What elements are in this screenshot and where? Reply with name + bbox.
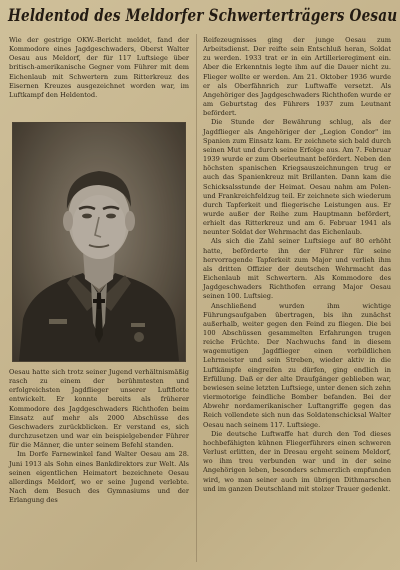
intro-paragraph	[9, 36, 189, 100]
headline: Heldentod des Meldorfer Schwerterträgers Oesau	[8, 6, 398, 26]
paragraph: Als sich die Zahl seiner Luftsiege auf 80 erhöht hatte, beförderte ihn der Führer für seine hervorragende Tapferkeit zum Major und verlieh ihm als dritten Offizier der deutschen Wehrmacht das Eichenlaub mit Schwertern. Als Kommodore des Jagdgeschwaders Richthofen errang Major Oesau seinen 100. Luftsieg.	[203, 237, 391, 301]
portrait-illustration	[13, 123, 185, 361]
paragraph: Reifezeugnisses ging der junge Oesau zum Arbeitsdienst. Der reifte sein Entschluß heran, Soldat zu werden. 1933 trat er in ein Artillerieregiment ein. Aber die Erkenntnis legte ihm auf die Dauer nicht zu. Flieger wollte er werden. Am 21. Oktober 1936 wurde er als Oberfähnrich zur Luftwaffe versetzt. Als Angehöriger des Jagdgeschwaders Richthofen wurde er am Geburtstag des Führers 1937 zum Leutnant befördert.	[203, 36, 391, 118]
paragraph: Oesau hatte sich trotz seiner Jugend verhältnismäßig rasch zu einem der berühmtesten und erfolgreichsten Jagdflieger unserer Luftflotte entwickelt. Er konnte bereits als früherer Kommodore des Jagdgeschwaders Richthofen beim Einsatz auf mehr als 2000 Abschüsse des Geschwaders zurückblicken. Er verstand es, sich durchzusetzen und war ein beispielgebender Führer für die Männer, die unter seinem Befehl standen.	[9, 368, 189, 450]
paragraph: Anschließend wurden ihm wichtige Führungsaufgaben übertragen, bis ihn zunächst außerhalb, weiter gegen den Feind zu fliegen. Die bei 100 Abschüssen gesammelten Erfahrungen trugen reiche Früchte. Der Nachwuchs fand in diesem wagemutigen Jagdflieger einen vorbildlichen Lehrmeister und sein Streben, wieder aktiv in die Luftkämpfe eingreifen zu dürfen, ging endlich in Erfüllung. Daß er der alte Draufgänger geblieben war, bewiesen seine letzten Luftsiege, unter denen sich zehn viermotorige feindliche Bomber befanden. Bei der Abwehr nordamerikanischer Luftangriffe gegen das Reich vollendete sich nun das Soldatenschicksal Walter Oesau nach seinem 117. Luftsiege.	[203, 301, 391, 429]
column-divider	[196, 34, 197, 562]
intro-text: Wie der gestrige OKW.-Bericht meldet, fand der Kommodore eines Jagdgeschwaders, Oberst Walter Oesau aus Meldorf, der für 117 Luftsiege über britisch-amerikanische Gegner vom Führer mit dem Eichenlaub mit Schwertern zum Ritterkreuz des Eisernen Kreuzes ausgezeichnet worden war, im Luftkampf den Heldentod.	[9, 36, 189, 99]
paragraph: Die deutsche Luftwaffe hat durch den Tod dieses hochbefähigten kühnen Fliegerführers einen schweren Verlust erlitten, der in Dresau ergeht seinem Meldorf, wo ihm treu verbunden war und in der seine Angehörigen leben, besonders schmerzlich empfunden wird, wo man seiner auch im übrigen Dithmarschen und im ganzen Deutschland mit stolzer Trauer gedenkt.	[203, 429, 391, 493]
paragraph: Die Stunde der Bewährung schlug, als der Jagdflieger als Angehöriger der „Legion Condor" im Spanien zum Einsatz kam. Er zeichnete sich bald durch seinen Mut und durch seine Erfolge aus. Am 7. Februar 1939 wurde er zum Oberleutnant befördert. Neben den höchsten spanischen Kriegsauszeichnungen trug er auch das Spanienkreuz mit Brillanten. Dann kam die Schicksalsstunde der Heimat. Oesau nahm am Polen- und Frankreichfeldzug teil. Er zeichnete sich wiederum durch Tapferkeit und fliegerische Leistungen aus. Er wurde außer der Reihe zum Hauptmann befördert, erhielt das Ritterkreuz und am 6. Februar 1941 als neunter Soldat der Wehrmacht das Eichenlaub.	[203, 118, 391, 237]
left-column-bottom	[9, 368, 189, 505]
right-column	[203, 36, 391, 494]
portrait-photo	[12, 122, 186, 362]
paragraph: Im Dorfe Farnewinkel fand Walter Oesau am 28. Juni 1913 als Sohn eines Bankdirektors zur Welt. Als seinen eigentlichen Heimatort bezeichnete Oesau allerdings Meldorf, wo er seine Jugend verlebte. Nach dem Besuch des Gymnasiums und der Erlangung des	[9, 450, 189, 505]
